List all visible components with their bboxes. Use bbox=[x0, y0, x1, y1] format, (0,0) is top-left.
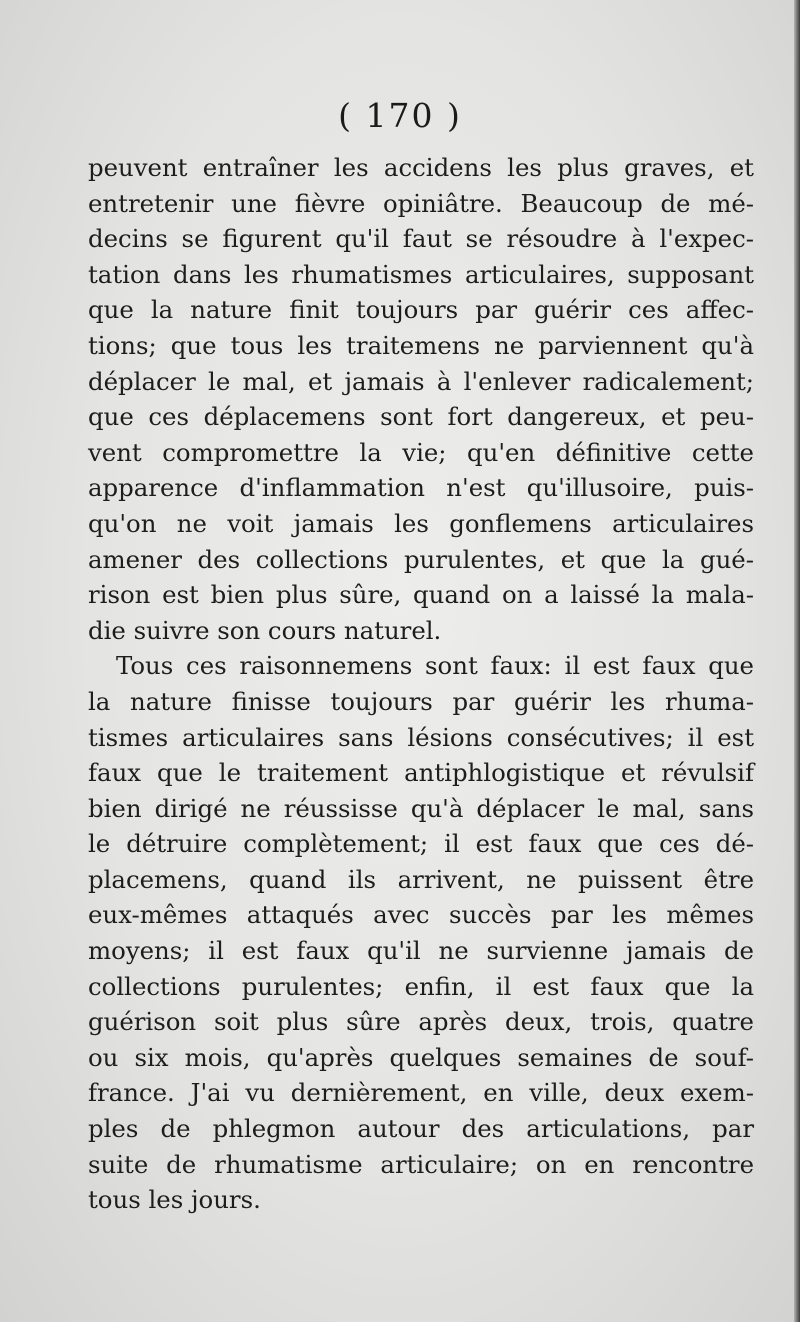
text-line: rison est bien plus sûre, quand on a laissé la mala- bbox=[88, 580, 754, 610]
text-line: qu'on ne voit jamais les gonflemens articulaires bbox=[88, 508, 754, 538]
text-line: ples de phlegmon autour des articulations, par bbox=[88, 1114, 754, 1144]
text-line: vent compromettre la vie; qu'en définitive cette bbox=[88, 437, 754, 467]
page-number: ( 170 ) bbox=[338, 96, 462, 135]
text-line: que ces déplacemens sont fort dangereux, et peu- bbox=[88, 402, 754, 432]
text-line: Tous ces raisonnemens sont faux: il est faux que bbox=[116, 651, 754, 681]
text-line: amener des collections purulentes, et que la gué- bbox=[88, 544, 754, 574]
text-line: que la nature finit toujours par guérir ces affec- bbox=[88, 295, 754, 325]
text-line: die suivre son cours naturel. bbox=[88, 615, 442, 645]
text-line: tation dans les rhumatismes articulaires, supposant bbox=[88, 259, 754, 289]
text-line: faux que le traitement antiphlogistique et révulsif bbox=[88, 758, 754, 788]
text-line: guérison soit plus sûre après deux, trois, quatre bbox=[88, 1007, 754, 1037]
text-line: peuvent entraîner les accidens les plus graves, et bbox=[88, 153, 754, 182]
text-line: moyens; il est faux qu'il ne survienne jamais de bbox=[88, 936, 754, 966]
text-line: ou six mois, qu'après quelques semaines de souf- bbox=[88, 1042, 754, 1072]
text-line: placemens, quand ils arrivent, ne puissent être bbox=[88, 864, 754, 894]
text-line: entretenir une fièvre opiniâtre. Beaucoup de mé- bbox=[88, 188, 754, 218]
body-text bbox=[88, 150, 754, 1218]
text-line: collections purulentes; enfin, il est faux que la bbox=[88, 971, 754, 1001]
text-line: suite de rhumatisme articulaire; on en rencontre bbox=[88, 1149, 754, 1179]
text-line: tions; que tous les traitemens ne parviennent qu'à bbox=[88, 330, 754, 360]
text-line: bien dirigé ne réussisse qu'à déplacer le mal, sans bbox=[88, 793, 754, 823]
text-line: tous les jours. bbox=[88, 1185, 261, 1215]
text-line: déplacer le mal, et jamais à l'enlever radicalement; bbox=[88, 366, 754, 396]
text-line: tismes articulaires sans lésions consécutives; il est bbox=[88, 722, 754, 752]
page-edge-shadow bbox=[794, 0, 800, 1322]
text-line: eux-mêmes attaqués avec succès par les mêmes bbox=[88, 900, 754, 930]
text-line: le détruire complètement; il est faux que ces dé- bbox=[88, 829, 754, 859]
text-line: decins se figurent qu'il faut se résoudre à l'expec- bbox=[88, 224, 754, 254]
text-line: la nature finisse toujours par guérir les rhuma- bbox=[88, 686, 754, 716]
text-line: apparence d'inflammation n'est qu'illusoire, puis- bbox=[88, 473, 754, 503]
text-line: france. J'ai vu dernièrement, en ville, deux exem- bbox=[88, 1078, 754, 1108]
